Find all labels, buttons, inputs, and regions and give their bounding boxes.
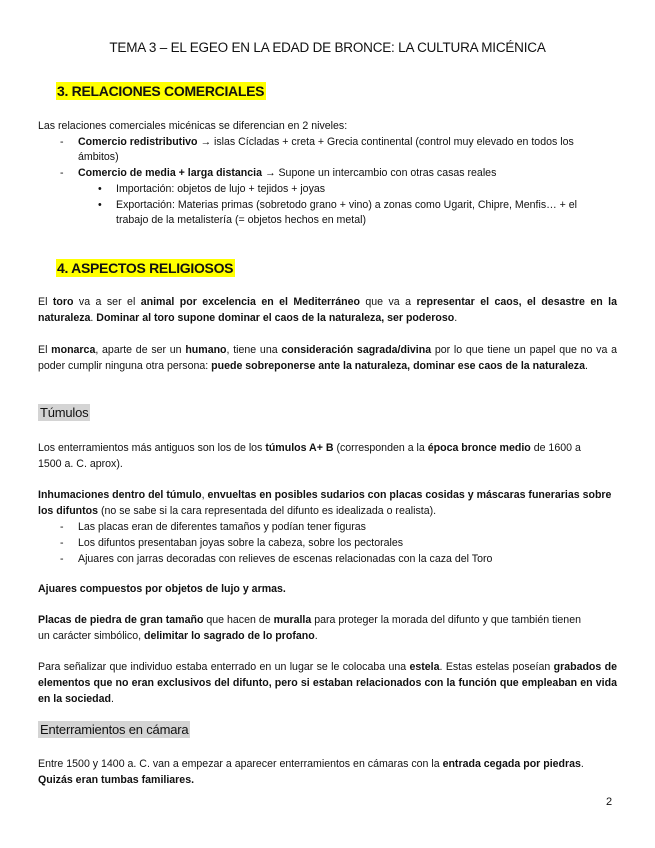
s3-bullet-redistributivo [78,134,618,150]
tumulos-heading: Túmulos [40,405,89,420]
camara-heading: Enterramientos en cámara [40,722,189,737]
section-3-heading: 3. RELACIONES COMERCIALES [57,83,265,99]
camara-paragraph-l2: Quizás eran tumbas familiares. [38,774,195,786]
tumulos-paragraph-placas-l2: un carácter simbólico, delimitar lo sagrado de lo profano. [38,630,318,642]
s3-bullet-redistributivo-text: → islas Cícladas + creta + Grecia continental (control muy elevado en todos los [197,136,574,148]
tumulos-paragraph-1-l2: 1500 a. C. aprox). [38,458,123,470]
tumulos-paragraph-2-l2: los difuntos (no se sabe si la cara representada del difunto es idealizada o realista). [38,505,437,517]
dash-marker: - [60,167,64,179]
s4-paragraph-toro: El toro va a ser el animal por excelencia en el Mediterráneo que va a representar el caos, el desastre en la naturaleza. Dominar al toro supone dominar el caos de la naturaleza, ser poderoso. [38,296,617,324]
page-number: 2 [606,796,613,808]
tumulos-paragraph-estela: Para señalizar que individuo estaba enterrado en un lugar se le colocaba una estela. Estas estelas poseían grabados de elementos que no eran exclusivos del difunto, pero si estaban relacionados con la función que empleaban en vida en la sociedad. [38,661,617,705]
s3-sub-exportacion-l1: Exportación: Materias primas (sobretodo grano + vino) a zonas como Ugarit, Chipre, Menfis… + el [116,199,578,211]
dash-marker: - [60,136,64,148]
s3-bullet-media-larga [78,165,618,181]
s4-paragraph-monarca: El monarca, aparte de ser un humano, tiene una consideración sagrada/divina por lo que tiene un papel que no va a poder cumplir ninguna otra persona: puede sobreponerse ante la naturaleza, dominar ese caos de la naturaleza. [38,344,617,372]
s3-sub-exportacion-l2: trabajo de la metalistería (= objetos hechos en metal) [116,214,366,226]
camara-paragraph-l1: Entre 1500 y 1400 a. C. van a empezar a aparecer enterramientos en cámaras con la entrada cegada por piedras. [38,758,584,770]
s3-bullet-media-larga-term: Comercio de media + larga distancia [78,167,262,179]
tumulos-paragraph-1-l1: Los enterramientos más antiguos son los de los túmulos A+ B (corresponden a la época bronce medio de 1600 a [38,442,581,454]
dash-marker: - [60,537,64,549]
tumulos-paragraph-ajuares: Ajuares compuestos por objetos de lujo y armas. [38,583,286,595]
dash-marker: - [60,553,64,565]
document-title: TEMA 3 – EL EGEO EN LA EDAD DE BRONCE: LA CULTURA MICÉNICA [109,40,546,55]
s3-bullet-media-larga-text: → Supone un intercambio con otras casas reales [262,167,497,179]
tumulos-paragraph-2-l1: Inhumaciones dentro del túmulo, envueltas en posibles sudarios con placas cosidas y máscaras funerarias sobre [38,489,612,501]
s3-sub-importacion: Importación: objetos de lujo + tejidos + joyas [116,183,326,195]
section-4-heading: 4. ASPECTOS RELIGIOSOS [57,260,234,276]
tumulos-list-item: Los difuntos presentaban joyas sobre la cabeza, sobre los pectorales [78,537,404,549]
s3-intro: Las relaciones comerciales micénicas se diferencian en 2 niveles: [38,120,348,132]
bullet-dot: • [98,199,102,211]
s3-bullet-redistributivo-term: Comercio redistributivo [78,136,198,148]
tumulos-list-item: Ajuares con jarras decoradas con relieves de escenas relacionadas con la caza del Toro [78,553,493,565]
tumulos-paragraph-placas-l1: Placas de piedra de gran tamaño que hacen de muralla para proteger la morada del difunto y que también tienen [38,614,581,626]
dash-marker: - [60,521,64,533]
bullet-dot: • [98,183,102,195]
tumulos-list-item: Las placas eran de diferentes tamaños y podían tener figuras [78,521,366,533]
s3-bullet-redistributivo-cont: ámbitos) [78,151,119,163]
